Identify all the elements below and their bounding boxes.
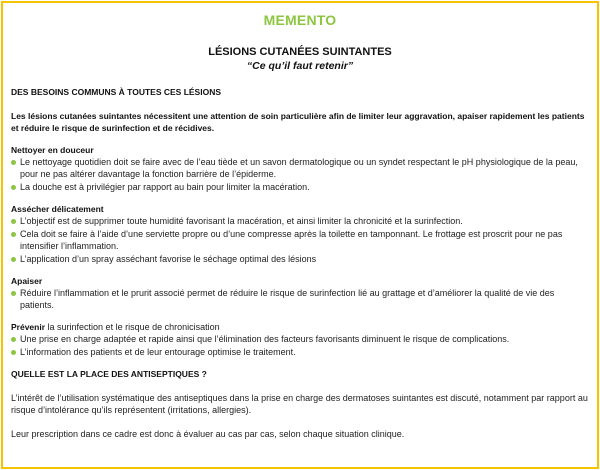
list-item: L’information des patients et de leur entourage optimise le traitement.	[11, 346, 589, 358]
section-heading-antiseptiques: QUELLE EST LA PLACE DES ANTISEPTIQUES ?	[11, 369, 207, 379]
memento-label: MEMENTO	[263, 12, 337, 28]
list-item: Le nettoyage quotidien doit se faire avec de l’eau tiède et un savon dermatologique ou un syndet respectant le pH physiologique de la peau, pour ne pas altérer davantage la fonction barrière de l’épiderme.	[11, 156, 589, 180]
list-item: La douche est à privilégier par rapport au bain pour limiter la macération.	[11, 181, 589, 193]
list-assecher	[11, 215, 589, 265]
heading-nettoyer: Nettoyer en douceur	[11, 145, 94, 155]
intro-paragraph: Les lésions cutanées suintantes nécessitent une attention de soin particulière afin de limiter leur aggravation, apaiser rapidement les patients et réduire le risque de surinfection et de récidives.	[11, 111, 585, 133]
list-nettoyer	[11, 156, 589, 193]
list-item: L’application d’un spray asséchant favorise le séchage optimal des lésions	[11, 253, 589, 265]
content	[11, 86, 589, 440]
list-prevenir	[11, 333, 589, 358]
list-item: Cela doit se faire à l’aide d’une serviette propre ou d’une compresse après la toilette en tamponnant. Le frottage est proscrit pour ne pas intensifier l’inflammation.	[11, 228, 589, 252]
list-item: L’objectif est de supprimer toute humidité favorisant la macération, et ainsi limiter la chronicité et la surinfection.	[11, 215, 589, 227]
heading-prevenir-rest: la surinfection et le risque de chronicisation	[45, 322, 220, 332]
heading-assecher: Assécher délicatement	[11, 204, 104, 214]
heading-prevenir-bold: Prévenir	[11, 322, 46, 332]
page-title: LÉSIONS CUTANÉES SUINTANTES	[208, 46, 392, 58]
section-heading-common: DES BESOINS COMMUNS À TOUTES CES LÉSIONS	[11, 87, 222, 97]
memento-panel	[1, 1, 599, 469]
page-subtitle: “Ce qu’il faut retenir”	[246, 60, 354, 72]
antiseptiques-paragraph-1: L’intérêt de l’utilisation systématique des antiseptiques dans la prise en charge des dermatoses suintantes est discuté, notamment par rapport au risque d’intolérance qu’ils représentent (irritations, allergies).	[11, 393, 588, 415]
heading-prevenir	[11, 321, 589, 333]
heading-apaiser: Apaiser	[11, 276, 43, 286]
antiseptiques-paragraph-2: Leur prescription dans ce cadre est donc à évaluer au cas par cas, selon chaque situation clinique.	[11, 429, 405, 439]
list-item: Une prise en charge adaptée et rapide ainsi que l’élimination des facteurs favorisants diminuent le risque de complications.	[11, 333, 589, 345]
list-item: Réduire l’inflammation et le prurit associé permet de réduire le risque de surinfection lié au grattage et d’améliorer la qualité de vie des patients.	[11, 287, 589, 311]
list-apaiser	[11, 287, 589, 311]
